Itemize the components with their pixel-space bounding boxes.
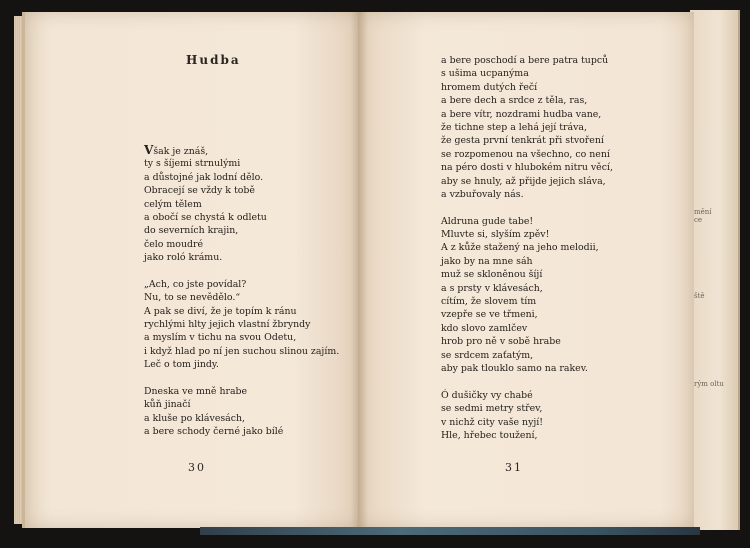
poem-line: hromem dutých řečí [441,81,538,93]
poem-line: muž se skloněnou šíjí [441,269,543,281]
poem-line: a myslím v tichu na svou Odetu, [144,332,297,344]
poem-line: Leč o tom jindy. [144,359,219,371]
poem-line: ty s šíjemi strnulými [144,158,241,170]
poem-line: a obočí se chystá k odletu [144,211,267,223]
stanza-break [441,375,613,388]
poem-line: „Ach, co jste povídal? [144,278,247,290]
poem-line: a kluše po klávesách, [144,412,246,424]
poem-line: a bere poschodí a bere patra tupců [441,55,609,66]
page-number-right: 31 [505,461,523,474]
poem-line: se rozpomenou na všechno, co není [441,148,610,160]
back-page-fragment: mění [694,208,712,216]
poem-line: v nichž city vaše nyjí! [441,416,544,428]
poem-line-text: šak je znáš, [153,146,209,157]
page-number-left: 30 [188,461,206,474]
poem-line: Aldruna gude tabe! [441,215,534,227]
book-cover-edge [200,527,700,535]
poem-line: kdo slovo zamlčev [441,322,528,334]
poem-line: Ó dušičky vy chabé [441,389,533,401]
poem-line: Hle, hřebec toužení, [441,429,538,441]
poem-line: rychlými hlty jejich vlastní žbryndy [144,319,311,331]
poem-line: A pak se diví, že je topím k ránu [144,305,297,317]
poem-line: aby se hnuly, až přijde jejich sláva, [441,175,606,187]
poem-line: aby pak tlouklo samo na rakev. [441,362,588,374]
back-page-fragment: ce [694,216,703,224]
poem-line: jako by na mne sáh [441,255,533,267]
poem-line: hrob pro ně v sobě hrabe [441,336,561,348]
poem-line: a s prsty v klávesách, [441,282,543,294]
poem-line [144,144,339,157]
stanza-break [441,201,613,214]
poem-line: a bere dech a srdce z těla, ras, [441,95,588,107]
poem-line: že gesta první tenkrát při stvoření [441,135,604,147]
poem-line: Dneska ve mně hrabe [144,386,248,398]
poem-line: kůň jinačí [144,399,191,411]
stanza-break [144,265,339,278]
poem-line: a vzbuřovaly nás. [441,188,524,200]
back-page [690,10,740,530]
poem-line: do severních krajin, [144,225,239,237]
poem-line: čelo moudré [144,238,204,250]
poem-line: na péro dosti v hlubokém nitru věcí, [441,162,613,174]
right-poem-text [441,54,613,442]
poem-line: s ušima ucpanýma [441,68,529,80]
poem-title: Hudba [186,53,241,67]
poem-line: cítím, že slovem tím [441,296,537,308]
poem-line: jako roló krámu. [144,252,223,264]
poem-line: se sedmi metry střev, [441,403,543,415]
poem-line: Nu, to se nevědělo.“ [144,292,241,304]
poem-line: vzepře se ve třmeni, [441,309,538,321]
poem-line: Obracejí se vždy k tobě [144,185,255,197]
stanza-break [144,372,339,385]
poem-line: a důstojné jak lodní dělo. [144,171,264,183]
back-page-fragment: ště [694,292,705,300]
poem-line: se srdcem zaťatým, [441,349,534,361]
poem-line: že tichne step a lehá její tráva, [441,121,587,133]
back-page-fragment: rým oltu [694,380,724,388]
left-poem-text [144,144,339,439]
poem-line: a bere schody černé jako bílé [144,426,284,438]
poem-line: celým tělem [144,198,202,210]
poem-line: i když hlad po ní jen suchou slinou zajím. [144,345,340,357]
poem-line: A z kůže stažený na jeho melodii, [441,242,599,254]
poem-line: a bere vítr, nozdrami hudba vane, [441,108,602,120]
drop-cap: V [144,143,154,157]
poem-line: Mluvte si, slyším zpěv! [441,229,550,241]
